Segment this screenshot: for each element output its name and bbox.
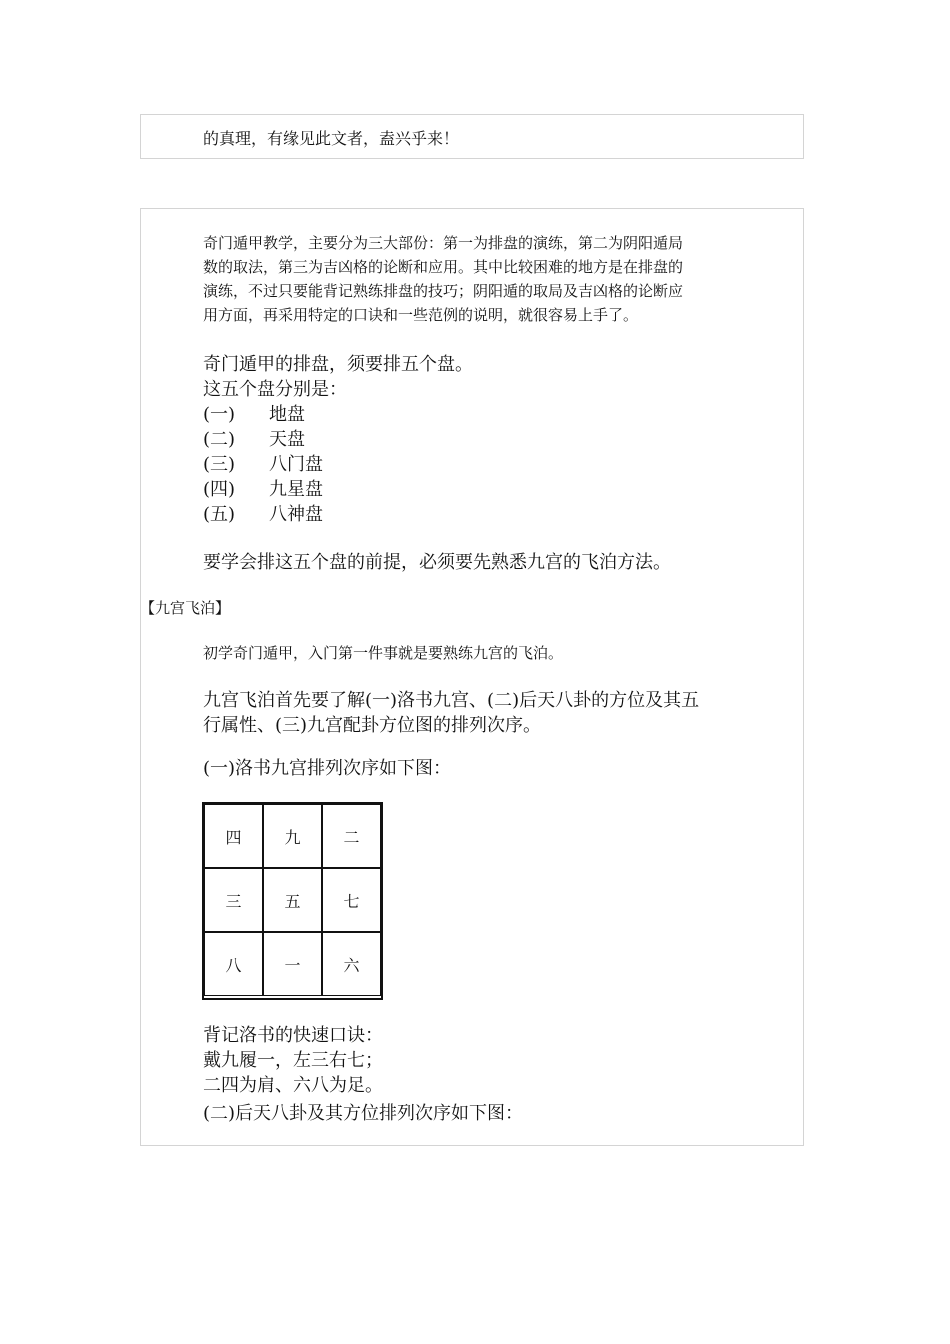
pan-item-num: (三) [203, 454, 236, 475]
mnemonic-line-2: 戴九履一，左三右七； [203, 1050, 383, 1071]
luoshu-heading: (一)洛书九宫排列次序如下图： [203, 758, 452, 779]
grid-cell: 七 [322, 868, 381, 932]
grid-cell: 一 [263, 932, 322, 996]
pan-item-label: 八神盘 [269, 504, 323, 525]
pan-item-label: 八门盘 [269, 454, 323, 475]
first-line: 初学奇门遁甲，入门第一件事就是要熟练九宫的飞泊。 [203, 644, 564, 662]
pan-item-label: 九星盘 [269, 479, 323, 500]
mnemonic-line-3: 二四为肩、六八为足。 [203, 1075, 383, 1096]
top-text-box [140, 114, 804, 159]
pan-item-num: (一) [203, 404, 236, 425]
main-text-box [140, 208, 804, 1146]
pan-line-2: 这五个盘分别是： [203, 379, 347, 400]
grid-cell: 九 [263, 804, 322, 868]
grid-cell: 五 [263, 868, 322, 932]
intro-line: 奇门遁甲教学，主要分为三大部份：第一为排盘的演练，第二为阴阳遁局 [203, 234, 684, 252]
intro-line: 用方面，再采用特定的口诀和一些范例的说明，就很容易上手了。 [203, 306, 639, 324]
grid-cell: 六 [322, 932, 381, 996]
pan-item-num: (四) [203, 479, 236, 500]
need-line-1: 九宫飞泊首先要了解(一)洛书九宫、(二)后天八卦的方位及其五 [203, 690, 700, 711]
pan-item-label: 地盘 [269, 404, 305, 425]
pan-item-label: 天盘 [269, 429, 305, 450]
grid-cell: 八 [204, 932, 263, 996]
intro-paragraph [203, 231, 763, 327]
bagua-heading: (二)后天八卦及其方位排列次序如下图： [203, 1103, 524, 1124]
intro-line: 演练，不过只要能背记熟练排盘的技巧；阴阳遁的取局及吉凶格的论断应 [203, 282, 684, 300]
intro-line: 数的取法，第三为吉凶格的论断和应用。其中比较困难的地方是在排盘的 [203, 258, 684, 276]
luoshu-grid [202, 802, 383, 1000]
need-line-2: 行属性、(三)九宫配卦方位图的排列次序。 [203, 715, 542, 736]
grid-cell: 四 [204, 804, 263, 868]
premise-sentence: 要学会排这五个盘的前提，必须要先熟悉九宫的飞泊方法。 [203, 552, 671, 573]
closing-sentence: 的真理，有缘见此文者，盍兴乎来！ [203, 129, 460, 148]
pan-item-num: (五) [203, 504, 236, 525]
grid-cell: 二 [322, 804, 381, 868]
pan-line-1: 奇门遁甲的排盘，须要排五个盘。 [203, 354, 473, 375]
mnemonic-line-1: 背记洛书的快速口诀： [203, 1025, 383, 1046]
grid-cell: 三 [204, 868, 263, 932]
pan-item-num: (二) [203, 429, 236, 450]
luoshu-grid-cells [204, 804, 381, 996]
section-title: 【九宫飞泊】 [140, 599, 231, 617]
